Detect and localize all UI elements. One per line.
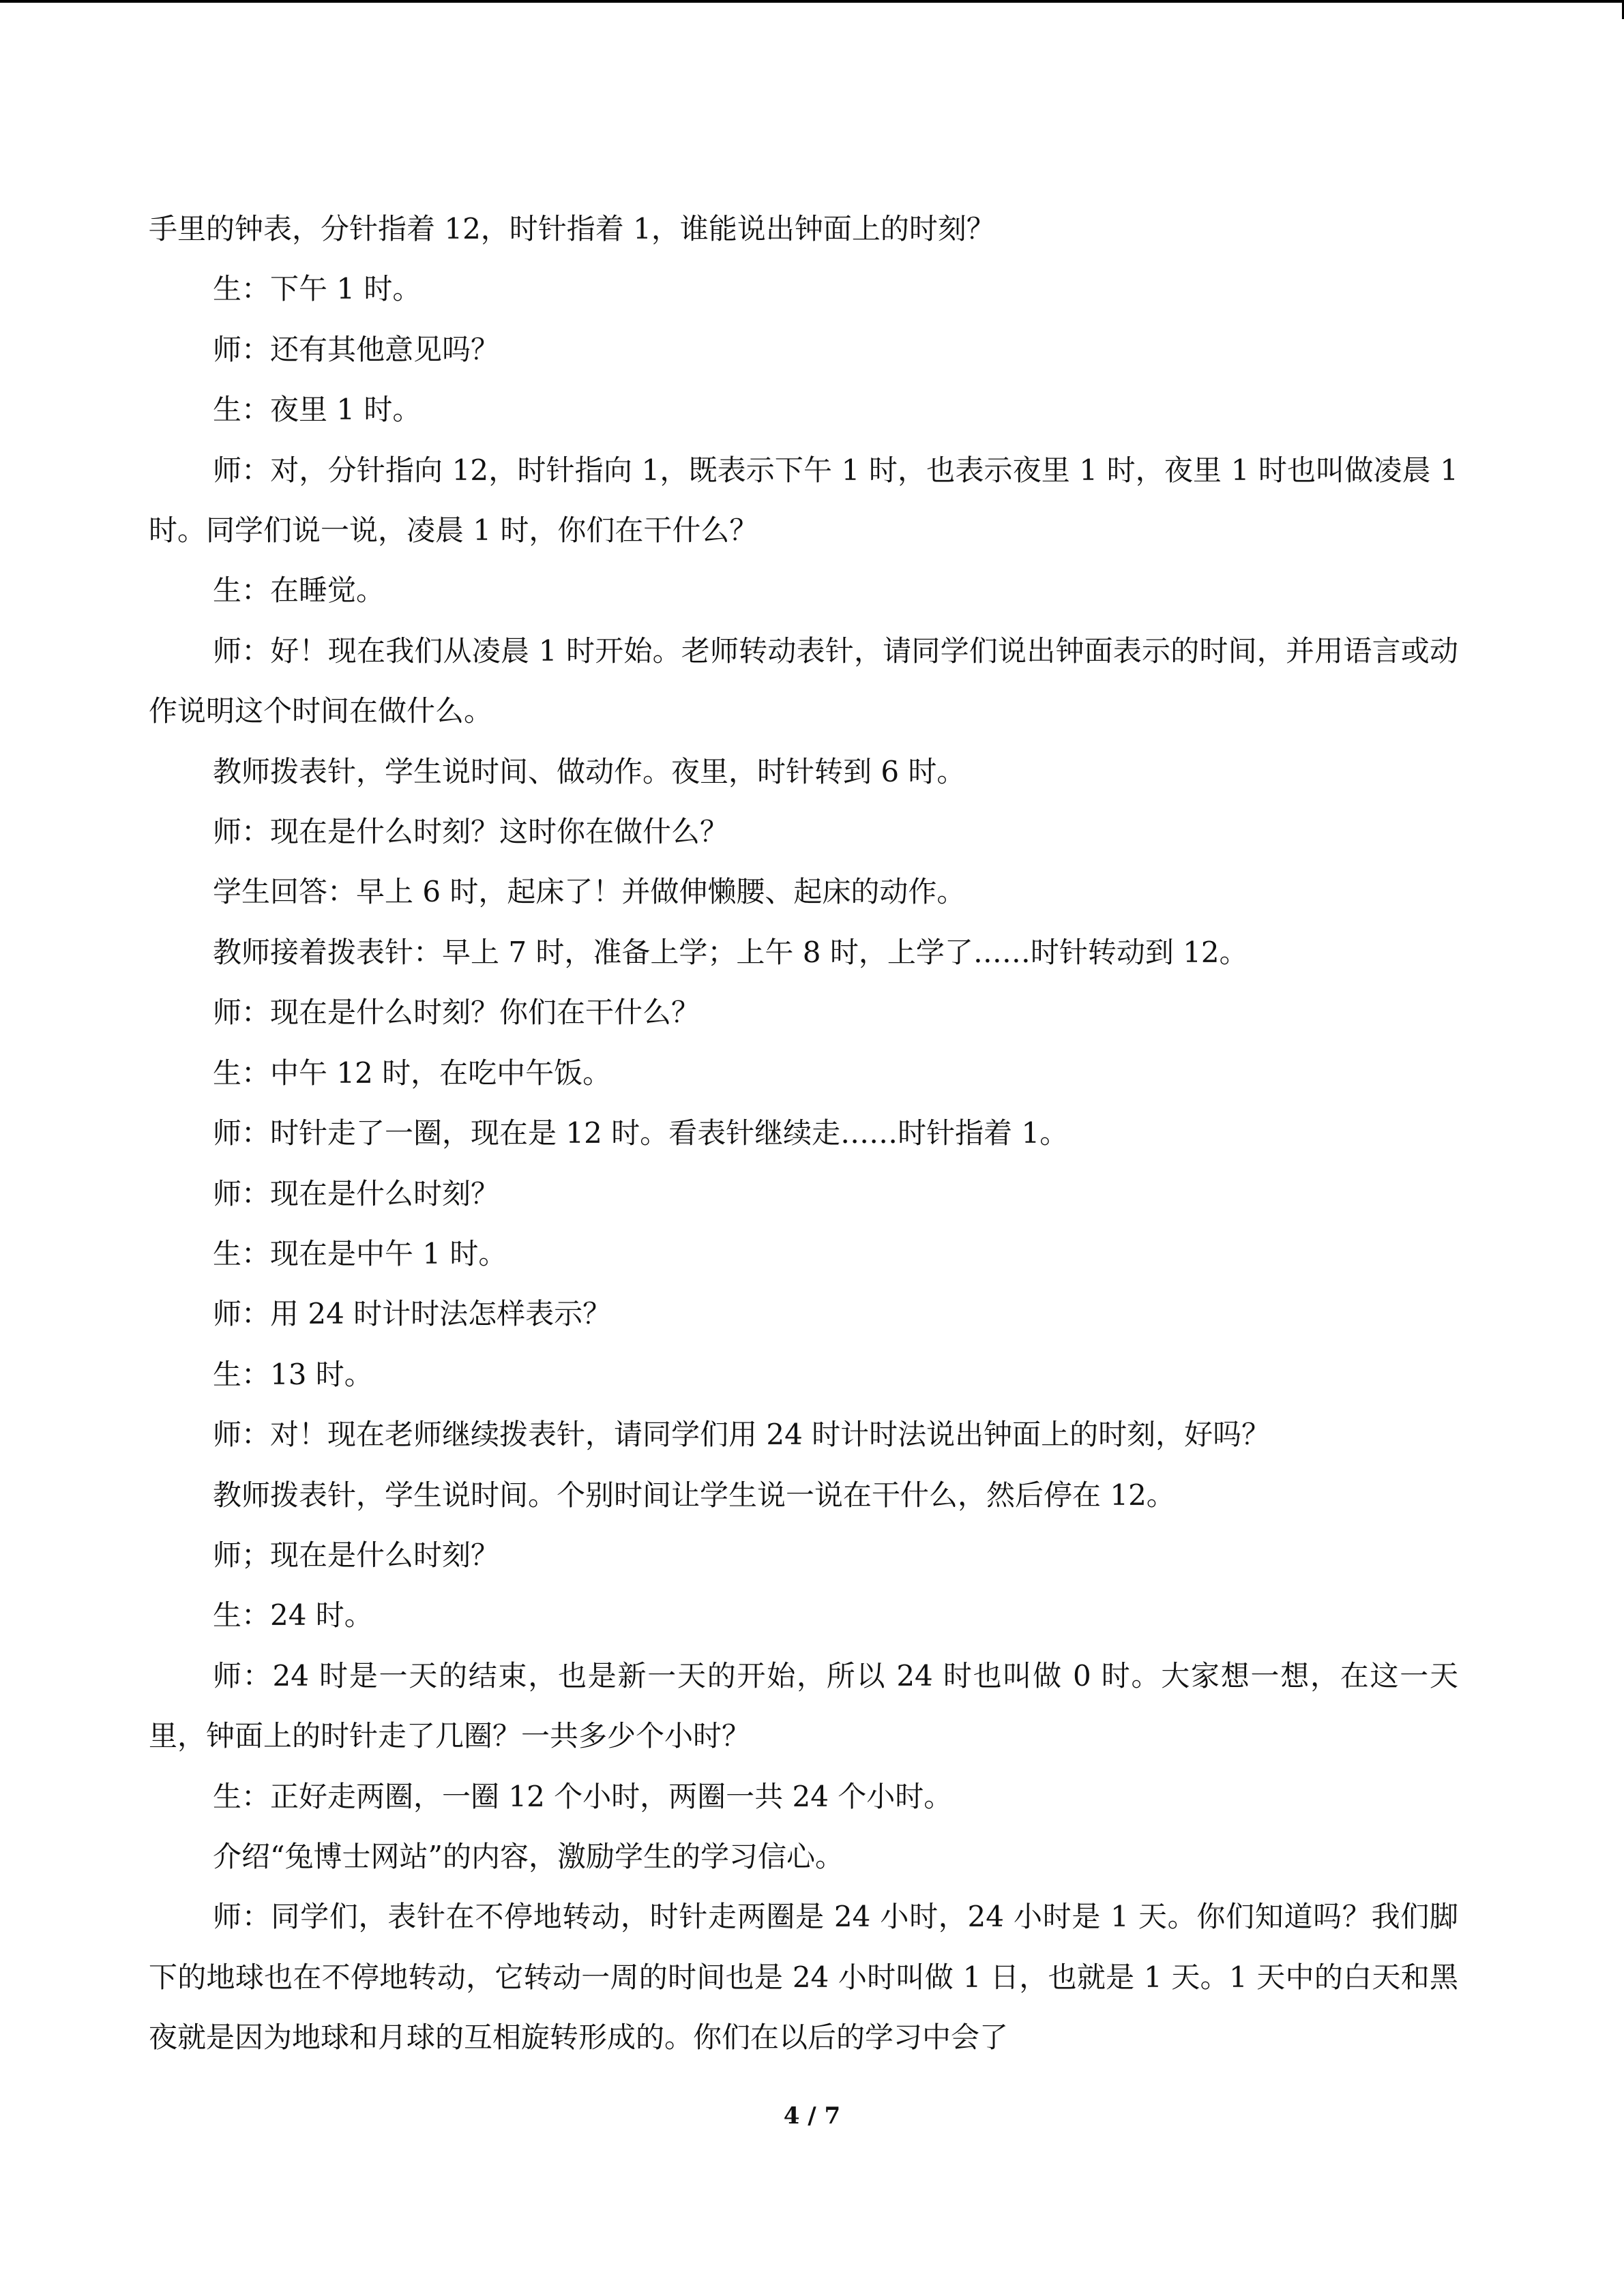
paragraph: 师：用 24 时计时法怎样表示？	[213, 1297, 612, 1331]
paragraph: 师：对！现在老师继续拨表针，请同学们用 24 时计时法说出钟面上的时刻，好吗？	[213, 1418, 1271, 1452]
paragraph: 师：现在是什么时刻？你们在干什么？	[213, 996, 700, 1030]
paragraph: 师：还有其他意见吗？	[213, 332, 500, 366]
paragraph: 生：13 时。	[213, 1357, 373, 1391]
paragraph: 师；现在是什么时刻？	[213, 1538, 500, 1572]
top-border-line	[0, 0, 1624, 3]
paragraph: 手里的钟表，分针指着 12，时针指着 1，谁能说出钟面上的时刻？	[149, 212, 995, 245]
paragraph: 师：时针走了一圈，现在是 12 时。看表针继续走……时针指着 1。	[213, 1116, 1069, 1150]
paragraph: 师：好！现在我们从凌晨 1 时开始。老师转动表针，请同学们说出钟面表示的时间，并用语言或动作说明这个时间在做什么。	[149, 633, 1458, 728]
page-number: 4 / 7	[783, 2102, 841, 2130]
paragraph: 师：24 时是一天的结束，也是新一天的开始，所以 24 时也叫做 0 时。大家想一想，在这一天里，钟面上的时针走了几圈？一共多少个小时？	[149, 1658, 1458, 1753]
paragraph: 生：正好走两圈，一圈 12 个小时，两圈一共 24 个小时。	[213, 1779, 953, 1813]
paragraph: 生：中午 12 时，在吃中午饭。	[213, 1056, 612, 1090]
paragraph: 学生回答：早上 6 时，起床了！并做伸懒腰、起床的动作。	[213, 875, 966, 909]
paragraph: 生：现在是中午 1 时。	[213, 1236, 507, 1270]
paragraph: 师：现在是什么时刻？这时你在做什么？	[213, 815, 729, 849]
paragraph: 教师接着拨表针：早上 7 时，准备上学；上午 8 时，上学了……时针转动到 12。	[213, 935, 1248, 969]
paragraph: 生：夜里 1 时。	[213, 393, 422, 427]
paragraph: 生：24 时。	[213, 1598, 373, 1632]
paragraph: 生：下午 1 时。	[213, 272, 422, 306]
paragraph: 生：在睡觉。	[213, 573, 385, 608]
paragraph: 师：同学们，表针在不停地转动，时针走两圈是 24 小时，24 小时是 1 天。你们知道吗？我们脚下的地球也在不停地转动，它转动一周的时间也是 24 小时叫做 1 日，也就是 1 天。1 天中的白天和黑夜就是因为地球和月球的互相旋转形成的。你们在以后的学习中会了	[149, 1900, 1458, 2055]
document-body	[149, 199, 1458, 2068]
paragraph: 师：现在是什么时刻？	[213, 1176, 500, 1210]
paragraph: 教师拨表针，学生说时间。个别时间让学生说一说在干什么，然后停在 12。	[213, 1478, 1175, 1512]
paragraph: 教师拨表针，学生说时间、做动作。夜里，时针转到 6 时。	[213, 754, 966, 788]
paragraph: 师：对，分针指向 12，时针指向 1，既表示下午 1 时，也表示夜里 1 时，夜里 1 时也叫做凌晨 1 时。同学们说一说，凌晨 1 时，你们在干什么？	[149, 453, 1458, 548]
paragraph: 介绍“兔博士网站”的内容，激励学生的学习信心。	[213, 1839, 844, 1873]
